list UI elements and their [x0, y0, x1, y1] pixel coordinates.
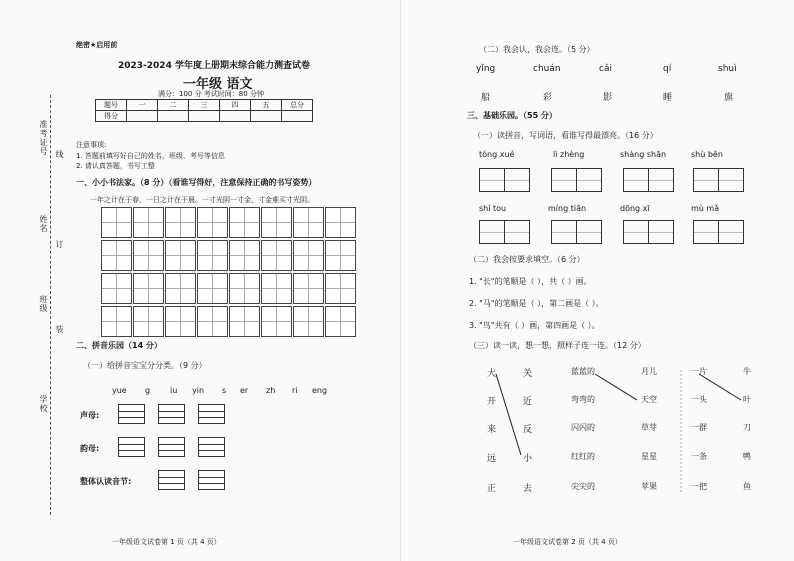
category-label-finals: 韵母: [80, 444, 100, 453]
word-pinyin: shí tou [479, 204, 507, 213]
score-input-cell[interactable] [189, 111, 220, 122]
word-col1[interactable]: 正 [487, 484, 497, 494]
table-cell: 题号 [96, 100, 127, 111]
word-col5[interactable]: 一片 [691, 367, 707, 376]
word-col6[interactable]: 刀 [743, 423, 751, 432]
note-item: 1. 答题前填写好自己的姓名、班级、考号等信息 [76, 152, 225, 160]
word-col2[interactable]: 小 [523, 454, 533, 464]
score-input-cell[interactable] [220, 111, 251, 122]
writing-cell[interactable] [229, 273, 260, 304]
word-col6[interactable]: 鸭 [743, 452, 751, 461]
page-1-footer: 一年级语文试卷第 1 页（共 4 页） [112, 538, 221, 546]
writing-cell[interactable] [197, 306, 228, 337]
word-col2[interactable]: 近 [523, 397, 533, 407]
score-input-cell[interactable] [158, 111, 189, 122]
pinyin-item: yin [192, 386, 205, 395]
side-label-class: 班级 [39, 295, 48, 313]
word-col3[interactable]: 红红的 [571, 452, 595, 461]
writing-cell[interactable] [293, 273, 324, 304]
writing-cell[interactable] [261, 273, 292, 304]
writing-cell[interactable] [165, 207, 196, 238]
word-col4[interactable]: 天空 [641, 395, 657, 404]
word-col1[interactable]: 来 [487, 425, 497, 435]
score-table-score-row [96, 111, 313, 122]
word-col6[interactable]: 牛 [743, 367, 751, 376]
writing-cell[interactable] [325, 207, 356, 238]
fill-question[interactable]: 3. "鸟"共有（ ）画，第四画是（ ）。 [469, 321, 600, 330]
word-col2[interactable]: 关 [523, 369, 533, 379]
writing-cell[interactable] [261, 207, 292, 238]
writing-cell[interactable] [325, 240, 356, 271]
score-table [95, 99, 313, 122]
match-char[interactable]: 影 [603, 93, 613, 103]
writing-cell[interactable] [101, 240, 132, 271]
writing-cell[interactable] [229, 306, 260, 337]
word-col5[interactable]: 一条 [691, 452, 707, 461]
connect-lines [401, 0, 794, 561]
table-cell: 四 [220, 100, 251, 111]
word-pinyin: tóng xué [479, 150, 515, 159]
writing-cell[interactable] [133, 207, 164, 238]
match-char[interactable]: 船 [481, 93, 491, 103]
writing-cell[interactable] [165, 306, 196, 337]
word-col4[interactable]: 苹果 [641, 482, 657, 491]
exam-subtitle: 一年级 语文 [183, 77, 253, 92]
word-col6[interactable]: 叶 [743, 395, 751, 404]
answer-box[interactable] [118, 404, 145, 424]
word-col1[interactable]: 大 [487, 369, 497, 379]
word-col5[interactable]: 一群 [691, 423, 707, 432]
word-col3[interactable]: 闪闪的 [571, 423, 595, 432]
binding-dashed-line [50, 95, 51, 515]
word-col4[interactable]: 月儿 [641, 367, 657, 376]
pinyin-item: ri [292, 386, 298, 395]
pinyin-writing-title: （一）读拼音，写词语，看谁写得最漂亮。（16 分） [473, 131, 658, 140]
writing-cell[interactable] [229, 207, 260, 238]
answer-box[interactable] [118, 437, 145, 457]
writing-cell[interactable] [133, 306, 164, 337]
match-pinyin: chuán [533, 64, 561, 74]
pinyin-item: yue [112, 386, 127, 395]
writing-cell[interactable] [133, 273, 164, 304]
pinyin-item: g [145, 386, 151, 395]
word-col3[interactable]: 弯弯的 [571, 395, 595, 404]
word-col2[interactable]: 反 [523, 425, 533, 435]
match-pinyin: yǐng [476, 64, 496, 74]
table-cell: 五 [251, 100, 282, 111]
table-cell: 二 [158, 100, 189, 111]
word-col1[interactable]: 开 [487, 397, 497, 407]
writing-cell[interactable] [197, 273, 228, 304]
category-label-initials: 声母: [80, 411, 100, 420]
exam-page-2 [400, 0, 794, 561]
category-label-whole-syllables: 整体认读音节: [80, 477, 132, 486]
match-char[interactable]: 旗 [724, 93, 734, 103]
match-pinyin: shuì [718, 64, 737, 74]
section-1-title: 一、小小书法家。（8 分）（看谁写得好，注意保持正确的书写姿势） [76, 178, 317, 187]
note-item: 2. 请认真答题，书写工整 [76, 162, 155, 170]
writing-cell[interactable] [293, 207, 324, 238]
answer-box[interactable] [198, 437, 225, 457]
fill-section-title: （二）我会按要求填空。（6 分） [469, 255, 585, 264]
word-col5[interactable]: 一把 [691, 482, 707, 491]
word-col6[interactable]: 鱼 [743, 482, 751, 491]
writing-cell[interactable] [229, 240, 260, 271]
answer-box[interactable] [158, 437, 185, 457]
table-cell: 三 [189, 100, 220, 111]
score-input-cell[interactable] [282, 111, 313, 122]
score-table-header-row [96, 100, 313, 111]
table-cell: 一 [127, 100, 158, 111]
exam-info: 满分：100 分 考试时间：80 分钟 [158, 90, 264, 98]
word-col2[interactable]: 去 [523, 484, 533, 494]
match-pinyin: cǎi [599, 64, 612, 74]
writing-cell[interactable] [165, 240, 196, 271]
notes-title: 注意事项: [76, 141, 107, 149]
writing-cell[interactable] [197, 207, 228, 238]
section-2-sub1-title: （一）给拼音宝宝分分类。（9 分） [83, 361, 207, 370]
section-3-title: 三、基础乐园。（55 分） [467, 111, 557, 120]
word-col3[interactable]: 尖尖的 [571, 482, 595, 491]
pinyin-item: eng [312, 386, 328, 395]
side-marker-bind: 订 [55, 240, 64, 249]
word-pinyin: dōng xī [620, 204, 650, 213]
writing-cell[interactable] [101, 273, 132, 304]
match-pinyin: qí [663, 64, 672, 74]
writing-cell[interactable] [325, 273, 356, 304]
word-pinyin: shù běn [691, 150, 723, 159]
table-cell: 总分 [282, 100, 313, 111]
word-pinyin: mù mǎ [691, 204, 720, 213]
word-pinyin: shàng shān [620, 150, 667, 159]
word-col1[interactable]: 远 [487, 454, 497, 464]
table-cell: 得分 [96, 111, 127, 122]
page-2-footer: 一年级语文试卷第 2 页（共 4 页） [513, 538, 622, 546]
word-col5[interactable]: 一头 [691, 395, 707, 404]
writing-cell[interactable] [293, 306, 324, 337]
calligraphy-sentence: 一年之计在于春，一日之计在于晨。一寸光阴一寸金，寸金难买寸光阴。 [90, 196, 314, 204]
writing-cell[interactable] [293, 240, 324, 271]
writing-cell[interactable] [325, 306, 356, 337]
pinyin-item: er [240, 386, 249, 395]
writing-cell[interactable] [165, 273, 196, 304]
writing-cell[interactable] [197, 240, 228, 271]
score-input-cell[interactable] [127, 111, 158, 122]
writing-cell[interactable] [101, 207, 132, 238]
word-col3[interactable]: 蓝蓝的 [571, 367, 595, 376]
side-marker-staple: 装 [55, 325, 64, 334]
answer-box[interactable] [198, 470, 225, 490]
side-label-name: 姓名 [39, 215, 48, 233]
side-label-exam-id: 准考证号 [39, 120, 48, 156]
answer-box[interactable] [158, 404, 185, 424]
word-pinyin: míng tiān [548, 204, 587, 213]
answer-box[interactable] [198, 404, 225, 424]
pinyin-item: iu [170, 386, 178, 395]
writing-cell[interactable] [133, 240, 164, 271]
connect-section-title: （三）读一读，想一想，照样子连一连。（12 分） [469, 341, 646, 350]
exam-title: 2023-2024 学年度上册期末综合能力测查试卷 [118, 61, 310, 71]
confidential-label: 绝密★启用前 [76, 41, 118, 49]
side-marker-line: 线 [55, 150, 64, 159]
fill-question[interactable]: 2. "马"的笔顺是（ ），第二画是（ ）。 [469, 299, 604, 308]
pinyin-item: zh [266, 386, 276, 395]
writing-cell[interactable] [101, 306, 132, 337]
side-label-school: 学校 [39, 395, 48, 413]
pinyin-item: s [222, 386, 227, 395]
fill-question[interactable]: 1. "长"的笔顺是（ ），共（ ）画。 [469, 277, 592, 286]
writing-cell[interactable] [261, 306, 292, 337]
word-col4[interactable]: 星星 [641, 452, 657, 461]
section-2-title: 二、拼音乐园（14 分） [76, 341, 162, 350]
word-col4[interactable]: 草芽 [641, 423, 657, 432]
word-pinyin: lì zhèng [553, 150, 585, 159]
match-char[interactable]: 彩 [543, 93, 553, 103]
match-char[interactable]: 睡 [663, 93, 673, 103]
writing-cell[interactable] [261, 240, 292, 271]
answer-box[interactable] [158, 470, 185, 490]
score-input-cell[interactable] [251, 111, 282, 122]
match-section-title: （二）我会认，我会连。（5 分） [479, 45, 595, 54]
